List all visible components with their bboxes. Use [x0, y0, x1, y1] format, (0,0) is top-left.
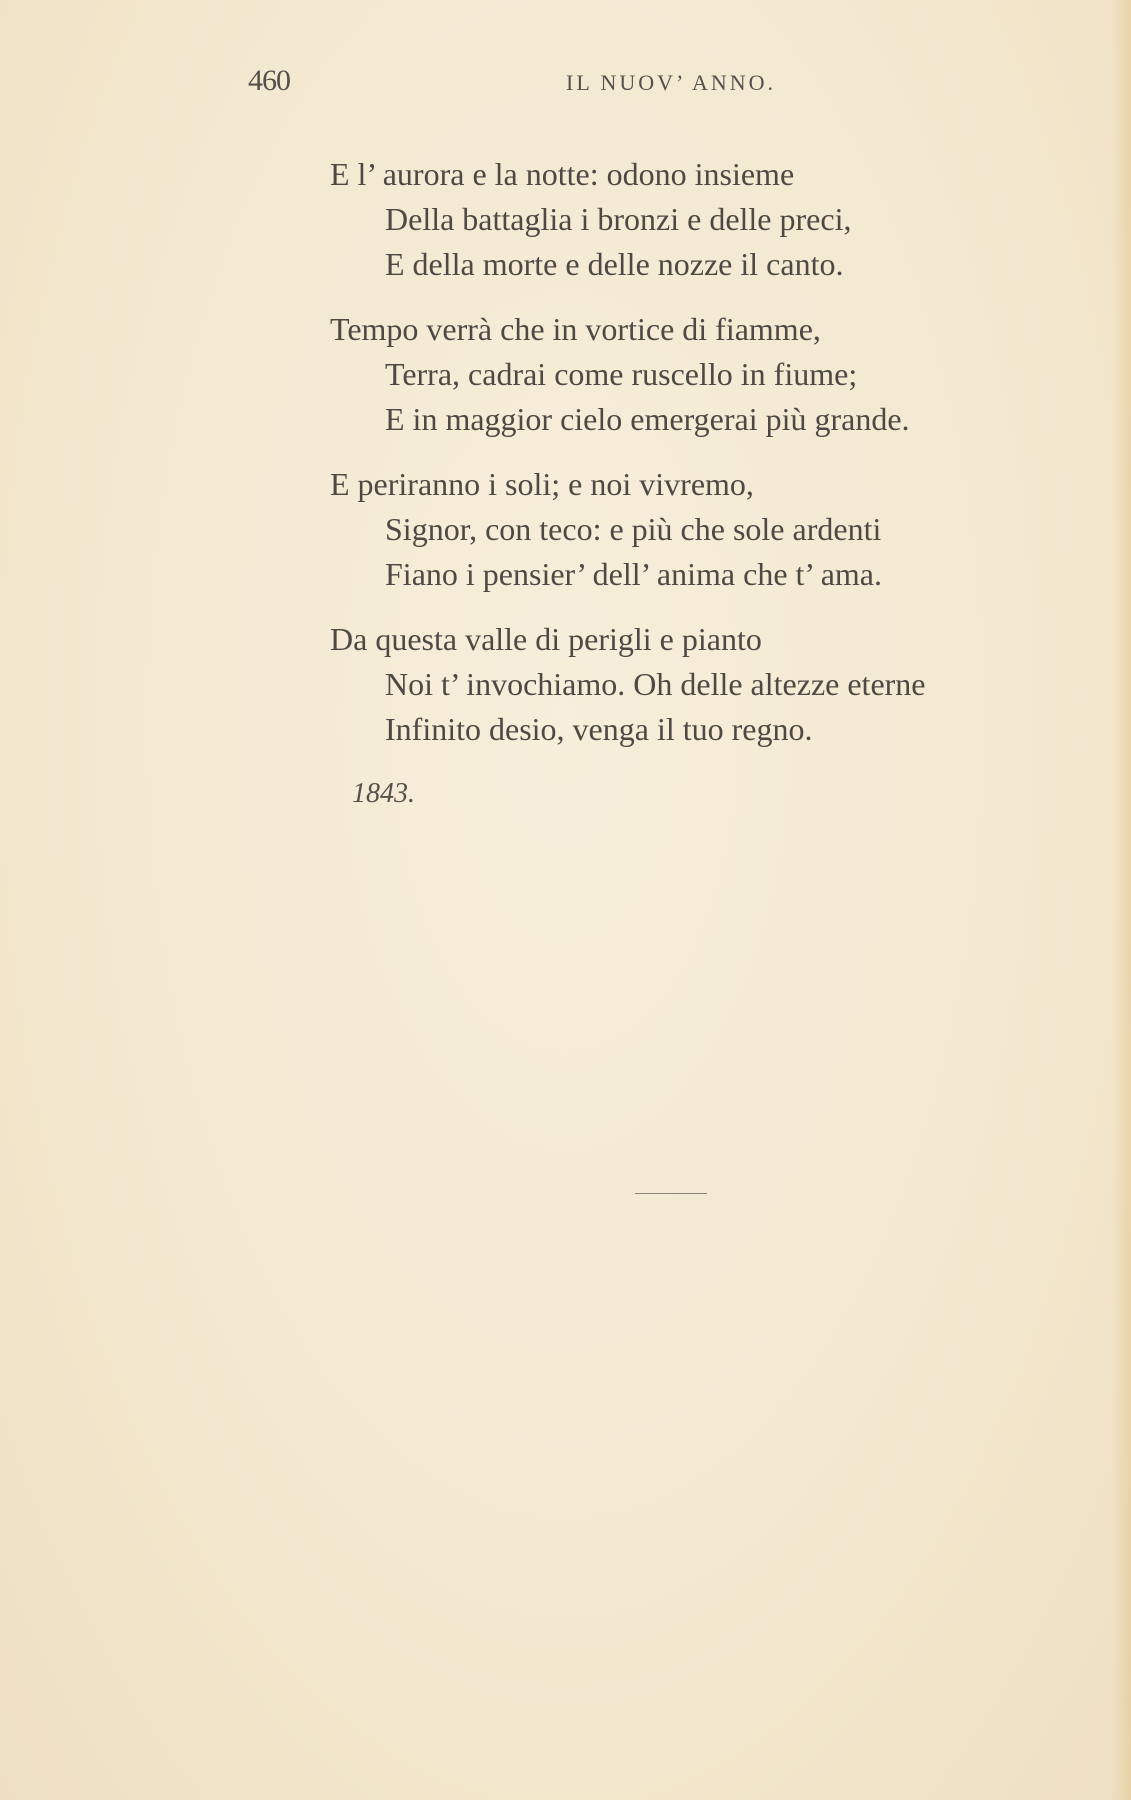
verse-line: Fiano i pensier’ dell’ anima che t’ ama. — [385, 556, 882, 592]
stanza-3 — [330, 462, 1050, 597]
running-title: IL NUOV’ ANNO. — [566, 70, 777, 95]
verse-line: Signor, con teco: e più che sole ardenti — [385, 511, 882, 547]
verse-line: E in maggior cielo emergerai più grande. — [385, 401, 910, 437]
end-rule-divider — [635, 1193, 707, 1194]
verse-line: Noi t’ invochiamo. Oh delle altezze eterne — [385, 666, 926, 702]
verse-line: E periranno i soli; e noi vivremo, — [330, 466, 754, 502]
stanza-4 — [330, 617, 1050, 752]
verse-line: Infinito desio, venga il tuo regno. — [385, 711, 813, 747]
verse-line: Da questa valle di perigli e pianto — [330, 621, 762, 657]
stanza-2 — [330, 307, 1050, 442]
verse-line: Tempo verrà che in vortice di fiamme, — [330, 311, 821, 347]
verse-line: Terra, cadrai come ruscello in fiume; — [385, 356, 858, 392]
verse-line: Della battaglia i bronzi e delle preci, — [385, 201, 852, 237]
poem-date: 1843. — [352, 778, 415, 809]
poem-body — [330, 152, 1050, 772]
page-number: 460 — [248, 64, 290, 97]
stanza-1 — [330, 152, 1050, 287]
verse-line: E della morte e delle nozze il canto. — [385, 246, 844, 282]
verse-line: E l’ aurora e la notte: odono insieme — [330, 156, 795, 192]
